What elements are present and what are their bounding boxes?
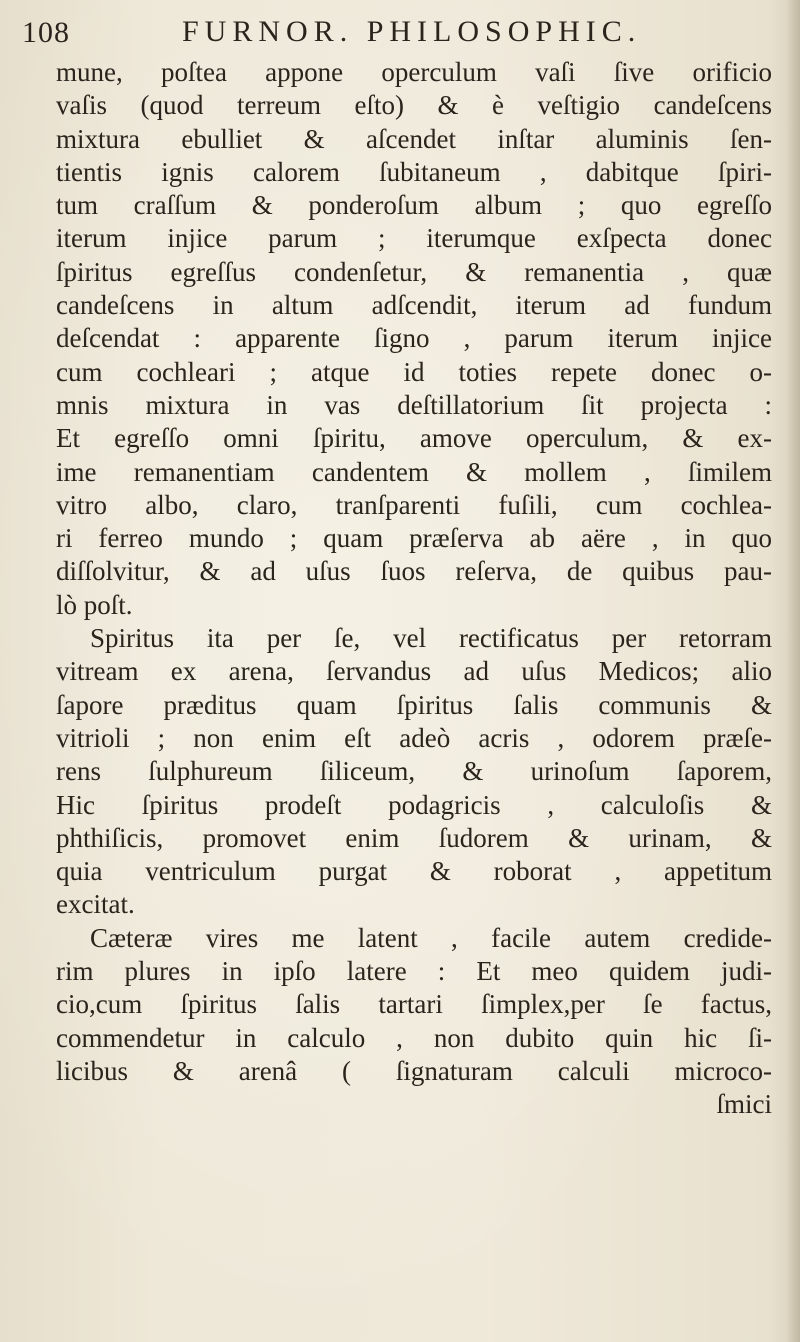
text-line: Hic ſpiritus prodeſt podagricis , calculoſis & [56, 789, 772, 820]
text-line: Cæteræ vires me latent , facile autem credide- [90, 922, 772, 953]
text-line: cum cochleari ; atque id toties repete donec o- [56, 356, 772, 387]
body-text [56, 56, 772, 1122]
text-line: diſſolvitur, & ad uſus ſuos reſerva, de quibus pau- [56, 556, 772, 587]
text-line: mune, poſtea appone operculum vaſi ſive orificio [56, 57, 772, 87]
text-line: ri ferreo mundo ; quam præſerva ab aëre , in quo [56, 523, 772, 554]
text-line: vaſis (quod terreum eſto) & è veſtigio candeſcens [56, 90, 772, 121]
text-line: excitat. [56, 889, 135, 920]
text-line: phthiſicis, promovet enim ſudorem & urinam, & [56, 822, 772, 853]
running-title: FURNOR. PHILOSOPHIC. [182, 15, 642, 48]
text-line: ſapore præditus quam ſpiritus ſalis communis & [56, 689, 772, 720]
text-line: tientis ignis calorem ſubitaneum , dabitque ſpiri- [56, 156, 772, 187]
text-line: tum craſſum & ponderoſum album ; quo egreſſo [56, 190, 772, 221]
text-line: iterum injice parum ; iterumque exſpecta donec [56, 223, 772, 254]
text-line: ime remanentiam candentem & mollem , ſimilem [56, 456, 772, 487]
text-line: ſpiritus egreſſus condenſetur, & remanentia , quæ [56, 256, 772, 287]
text-line: licibus & arenâ ( ſignaturam calculi microco- [56, 1055, 772, 1086]
text-line: Et egreſſo omni ſpiritu, amove operculum, & ex- [56, 423, 772, 454]
text-line: vitream ex arena, ſervandus ad uſus Medicos; alio [56, 656, 772, 687]
text-line: Spiritus ita per ſe, vel rectificatus per retorram [90, 623, 772, 654]
page-header [22, 12, 782, 56]
text-line: commendetur in calculo , non dubito quin hic ſi- [56, 1022, 772, 1053]
text-line: deſcendat : apparente ſigno , parum iterum injice [56, 323, 772, 354]
text-line: quia ventriculum purgat & roborat , appetitum [56, 856, 772, 887]
text-line: mnis mixtura in vas deſtillatorium ſit projecta : [56, 389, 772, 420]
text-line: vitrioli ; non enim eſt adeò acris , odorem præſe- [56, 722, 772, 753]
page-edge-shadow [786, 0, 800, 1342]
text-line: rim plures in ipſo latere : Et meo quidem judi- [56, 956, 772, 987]
text-line: ſmici [716, 1089, 772, 1120]
text-line: mixtura ebulliet & aſcendet inſtar aluminis ſen- [56, 123, 772, 154]
page-number: 108 [22, 16, 70, 49]
text-line: vitro albo, claro, tranſparenti fuſili, cum cochlea- [56, 489, 772, 520]
text-line: candeſcens in altum adſcendit, iterum ad fundum [56, 290, 772, 321]
text-line: cio,cum ſpiritus ſalis tartari ſimplex,per ſe factus, [56, 989, 772, 1020]
text-line: rens ſulphureum ſiliceum, & urinoſum ſaporem, [56, 756, 772, 787]
text-line: lò poſt. [56, 589, 133, 620]
